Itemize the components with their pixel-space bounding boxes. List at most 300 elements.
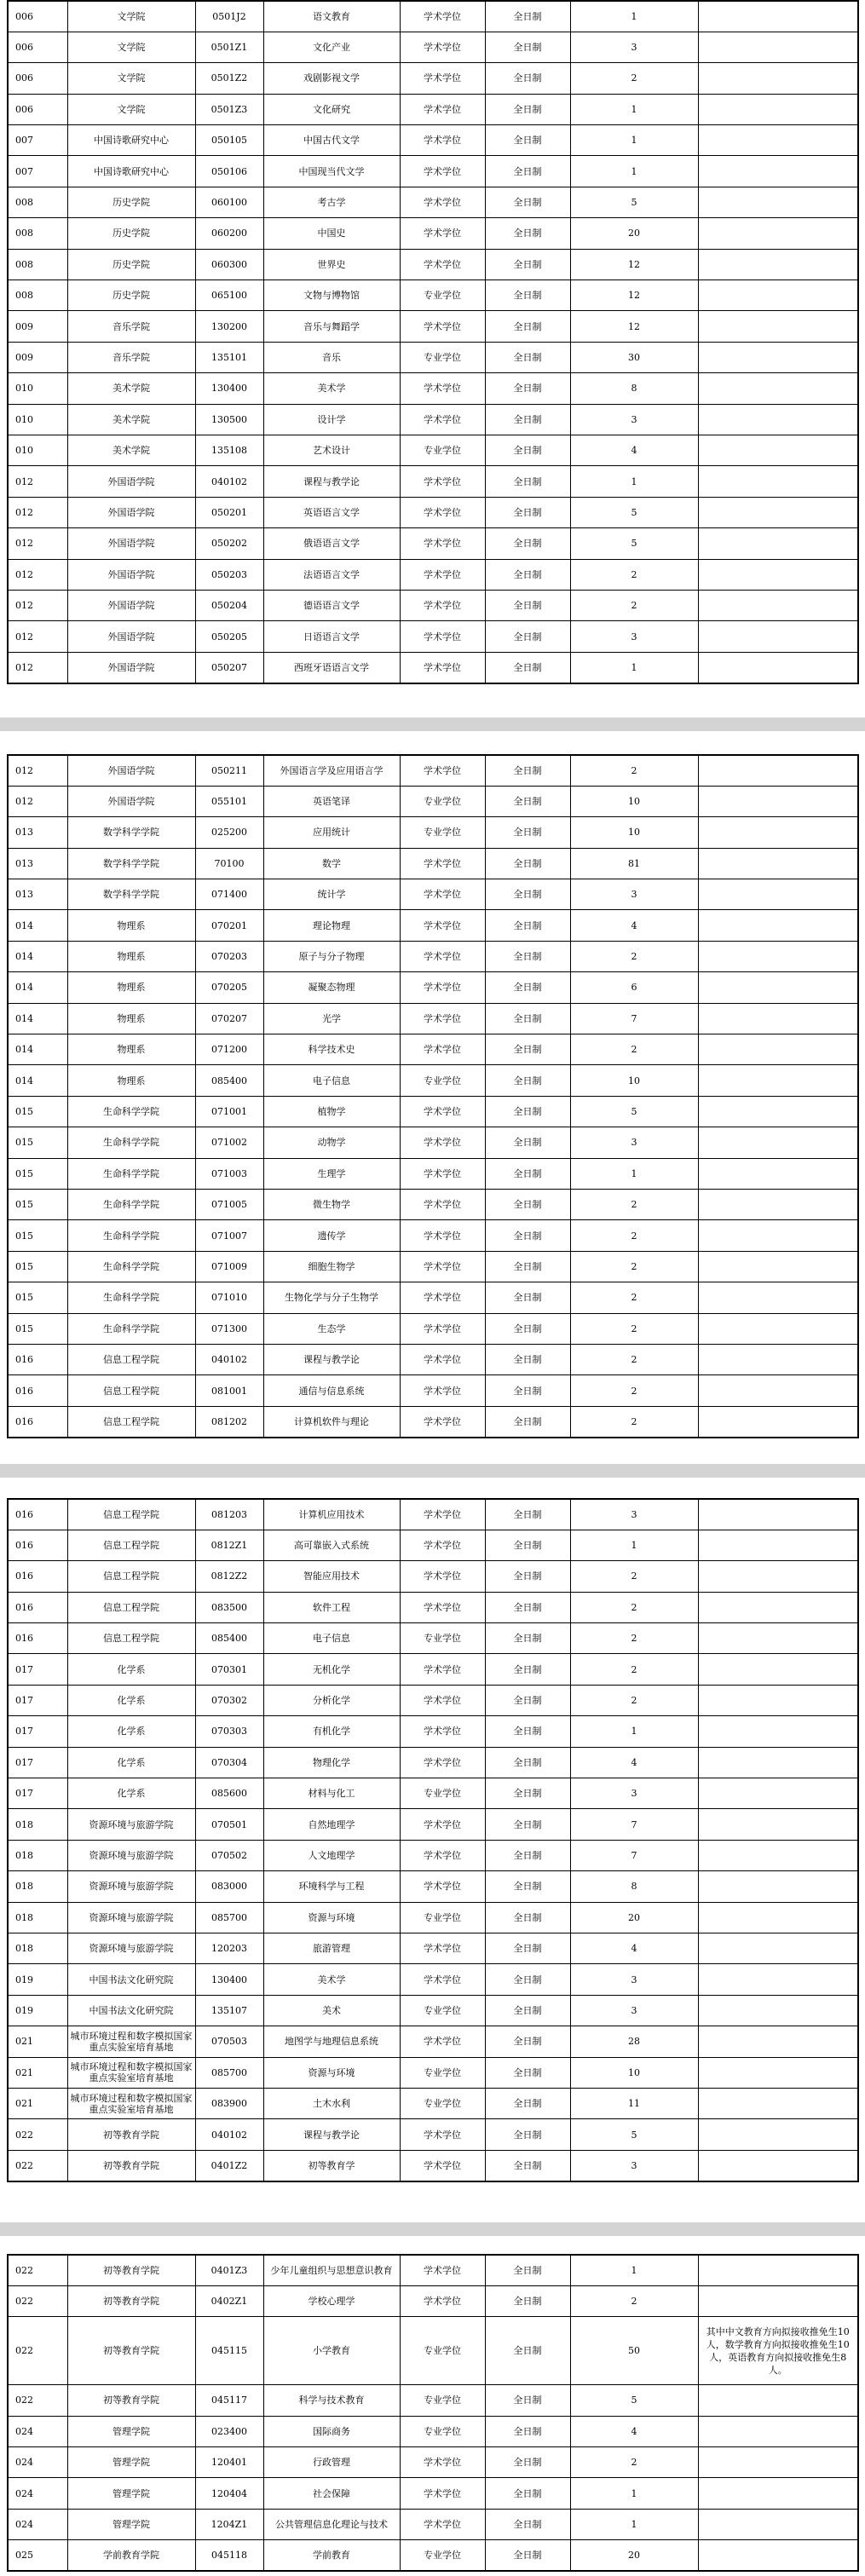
major-code-cell: 050204	[195, 590, 263, 620]
dept-name-cell: 历史学院	[67, 280, 195, 311]
major-name-cell: 材料与化工	[263, 1778, 400, 1809]
quota-cell: 3	[570, 32, 698, 62]
degree-type-cell: 学术学位	[400, 1096, 485, 1127]
quota-cell: 2	[570, 1251, 698, 1282]
degree-type-cell: 学术学位	[400, 1809, 485, 1840]
dept-code-cell: 024	[8, 2478, 67, 2509]
degree-type-cell: 学术学位	[400, 941, 485, 971]
dept-code-cell: 017	[8, 1778, 67, 1809]
dept-code-cell: 012	[8, 466, 67, 497]
dept-code-cell: 006	[8, 32, 67, 62]
dept-name-cell: 信息工程学院	[67, 1623, 195, 1654]
degree-type-cell: 学术学位	[400, 1716, 485, 1747]
dept-code-cell: 016	[8, 1344, 67, 1374]
table-row	[8, 1189, 858, 1219]
study-mode-cell: 全日制	[485, 817, 570, 848]
dept-name-cell: 化学系	[67, 1778, 195, 1809]
quota-cell: 11	[570, 2088, 698, 2118]
study-mode-cell: 全日制	[485, 2540, 570, 2571]
quota-cell: 20	[570, 1902, 698, 1933]
major-name-cell: 戏剧影视文学	[263, 63, 400, 94]
dept-code-cell: 016	[8, 1592, 67, 1622]
major-code-cell: 071007	[195, 1220, 263, 1251]
dept-name-cell: 历史学院	[67, 218, 195, 249]
study-mode-cell: 全日制	[485, 559, 570, 590]
table-row	[8, 817, 858, 848]
study-mode-cell: 全日制	[485, 404, 570, 435]
remark-cell	[698, 590, 858, 620]
degree-type-cell: 学术学位	[400, 1654, 485, 1685]
table-row	[8, 2478, 858, 2509]
major-code-cell: 083500	[195, 1592, 263, 1622]
study-mode-cell: 全日制	[485, 972, 570, 1003]
quota-cell: 5	[570, 528, 698, 559]
table-row	[8, 1034, 858, 1065]
major-code-cell: 023400	[195, 2416, 263, 2446]
dept-name-cell: 信息工程学院	[67, 1406, 195, 1437]
degree-type-cell: 专业学位	[400, 1902, 485, 1933]
study-mode-cell: 全日制	[485, 1220, 570, 1251]
degree-type-cell: 学术学位	[400, 879, 485, 910]
dept-code-cell: 022	[8, 2119, 67, 2150]
remark-cell	[698, 2255, 858, 2285]
major-name-cell: 科学与技术教育	[263, 2385, 400, 2416]
degree-type-cell: 学术学位	[400, 2478, 485, 2509]
major-code-cell: 070301	[195, 1654, 263, 1685]
dept-code-cell: 025	[8, 2540, 67, 2571]
major-code-cell: 071001	[195, 1096, 263, 1127]
major-name-cell: 音乐与舞蹈学	[263, 311, 400, 342]
major-name-cell: 生物化学与分子生物学	[263, 1282, 400, 1313]
remark-cell	[698, 1747, 858, 1778]
dept-code-cell: 022	[8, 2285, 67, 2316]
dept-code-cell: 014	[8, 972, 67, 1003]
table-row	[8, 187, 858, 217]
dept-code-cell: 024	[8, 2447, 67, 2478]
remark-cell	[698, 156, 858, 187]
remark-cell	[698, 32, 858, 62]
degree-type-cell: 学术学位	[400, 94, 485, 124]
table-row	[8, 2416, 858, 2446]
quota-cell: 2	[570, 1561, 698, 1592]
dept-code-cell: 012	[8, 497, 67, 527]
table-row	[8, 1809, 858, 1840]
major-code-cell: 050211	[195, 755, 263, 786]
remark-cell	[698, 910, 858, 941]
quota-cell: 1	[570, 125, 698, 156]
study-mode-cell: 全日制	[485, 2317, 570, 2385]
dept-name-cell: 美术学院	[67, 404, 195, 435]
remark-cell	[698, 1716, 858, 1747]
major-code-cell: 071002	[195, 1127, 263, 1158]
quota-cell: 3	[570, 1995, 698, 2026]
dept-code-cell: 006	[8, 94, 67, 124]
dept-code-cell: 006	[8, 1, 67, 32]
remark-cell	[698, 1034, 858, 1065]
major-code-cell: 070302	[195, 1685, 263, 1715]
remark-cell	[698, 941, 858, 971]
degree-type-cell: 学术学位	[400, 1871, 485, 1902]
table-row	[8, 848, 858, 879]
dept-code-cell: 021	[8, 2057, 67, 2088]
degree-type-cell: 学术学位	[400, 1840, 485, 1870]
remark-cell	[698, 497, 858, 527]
quota-cell: 1	[570, 652, 698, 683]
major-code-cell: 135108	[195, 435, 263, 465]
degree-type-cell: 学术学位	[400, 2119, 485, 2150]
table-row	[8, 1716, 858, 1747]
remark-cell	[698, 1592, 858, 1622]
study-mode-cell: 全日制	[485, 1778, 570, 1809]
table-row	[8, 1282, 858, 1313]
dept-name-cell: 历史学院	[67, 187, 195, 217]
study-mode-cell: 全日制	[485, 1406, 570, 1437]
dept-code-cell: 018	[8, 1840, 67, 1870]
dept-code-cell: 015	[8, 1313, 67, 1344]
major-code-cell: 070501	[195, 1809, 263, 1840]
quota-cell: 2	[570, 1344, 698, 1374]
major-name-cell: 理论物理	[263, 910, 400, 941]
dept-name-cell: 信息工程学院	[67, 1561, 195, 1592]
major-name-cell: 世界史	[263, 249, 400, 279]
major-code-cell: 070503	[195, 2026, 263, 2057]
remark-cell	[698, 1778, 858, 1809]
dept-code-cell: 016	[8, 1499, 67, 1530]
remark-cell	[698, 311, 858, 342]
degree-type-cell: 学术学位	[400, 1251, 485, 1282]
major-name-cell: 计算机应用技术	[263, 1499, 400, 1530]
major-name-cell: 语文教育	[263, 1, 400, 32]
major-name-cell: 德语语言文学	[263, 590, 400, 620]
table-row	[8, 1344, 858, 1374]
dept-name-cell: 外国语学院	[67, 590, 195, 620]
remark-cell	[698, 1065, 858, 1096]
study-mode-cell: 全日制	[485, 156, 570, 187]
major-code-cell: 135101	[195, 342, 263, 372]
degree-type-cell: 专业学位	[400, 1995, 485, 2026]
quota-cell: 7	[570, 1809, 698, 1840]
dept-code-cell: 022	[8, 2150, 67, 2181]
dept-name-cell: 物理系	[67, 1003, 195, 1034]
major-code-cell: 050201	[195, 497, 263, 527]
quota-cell: 10	[570, 1065, 698, 1096]
table-row	[8, 2540, 858, 2571]
dept-name-cell: 学前教育学院	[67, 2540, 195, 2571]
table-row	[8, 466, 858, 497]
degree-type-cell: 专业学位	[400, 435, 485, 465]
major-code-cell: 070203	[195, 941, 263, 971]
study-mode-cell: 全日制	[485, 280, 570, 311]
page-divider-1	[0, 717, 865, 731]
degree-type-cell: 专业学位	[400, 817, 485, 848]
major-code-cell: 050203	[195, 559, 263, 590]
degree-type-cell: 学术学位	[400, 1, 485, 32]
table-row	[8, 1964, 858, 1995]
major-code-cell: 120203	[195, 1933, 263, 1963]
study-mode-cell: 全日制	[485, 1716, 570, 1747]
study-mode-cell: 全日制	[485, 1065, 570, 1096]
remark-cell	[698, 2478, 858, 2509]
major-code-cell: 081202	[195, 1406, 263, 1437]
dept-code-cell: 008	[8, 249, 67, 279]
major-name-cell: 旅游管理	[263, 1933, 400, 1963]
table-row	[8, 2447, 858, 2478]
dept-code-cell: 016	[8, 1530, 67, 1560]
remark-cell	[698, 2057, 858, 2088]
table-row	[8, 32, 858, 62]
dept-name-cell: 外国语学院	[67, 755, 195, 786]
table-row	[8, 2088, 858, 2118]
dept-code-cell: 010	[8, 435, 67, 465]
major-code-cell: 070303	[195, 1716, 263, 1747]
dept-code-cell: 015	[8, 1220, 67, 1251]
quota-cell: 3	[570, 404, 698, 435]
remark-cell	[698, 435, 858, 465]
remark-cell	[698, 466, 858, 497]
table-row	[8, 590, 858, 620]
major-name-cell: 文化研究	[263, 94, 400, 124]
table-row	[8, 280, 858, 311]
major-code-cell: 0812Z1	[195, 1530, 263, 1560]
study-mode-cell: 全日制	[485, 755, 570, 786]
dept-code-cell: 014	[8, 1003, 67, 1034]
dept-name-cell: 资源环境与旅游学院	[67, 1809, 195, 1840]
major-code-cell: 060200	[195, 218, 263, 249]
major-code-cell: 085400	[195, 1623, 263, 1654]
major-name-cell: 法语语言文学	[263, 559, 400, 590]
degree-type-cell: 学术学位	[400, 187, 485, 217]
dept-name-cell: 管理学院	[67, 2478, 195, 2509]
major-code-cell: 135107	[195, 1995, 263, 2026]
study-mode-cell: 全日制	[485, 32, 570, 62]
table-row	[8, 621, 858, 652]
dept-code-cell: 016	[8, 1406, 67, 1437]
remark-cell	[698, 1654, 858, 1685]
major-code-cell: 0812Z2	[195, 1561, 263, 1592]
table-row	[8, 1592, 858, 1622]
major-name-cell: 课程与教学论	[263, 2119, 400, 2150]
study-mode-cell: 全日制	[485, 2150, 570, 2181]
degree-type-cell: 专业学位	[400, 342, 485, 372]
dept-code-cell: 006	[8, 63, 67, 94]
table-row	[8, 218, 858, 249]
quota-cell: 2	[570, 1282, 698, 1313]
major-code-cell: 081203	[195, 1499, 263, 1530]
dept-name-cell: 信息工程学院	[67, 1530, 195, 1560]
remark-cell	[698, 2509, 858, 2539]
table-row	[8, 497, 858, 527]
study-mode-cell: 全日制	[485, 1003, 570, 1034]
degree-type-cell: 学术学位	[400, 218, 485, 249]
major-code-cell: 0501J2	[195, 1, 263, 32]
table-row	[8, 1778, 858, 1809]
major-code-cell: 071003	[195, 1158, 263, 1189]
quota-cell: 8	[570, 373, 698, 404]
degree-type-cell: 专业学位	[400, 2057, 485, 2088]
quota-cell: 1	[570, 2478, 698, 2509]
dept-name-cell: 初等教育学院	[67, 2119, 195, 2150]
remark-cell	[698, 1127, 858, 1158]
degree-type-cell: 学术学位	[400, 559, 485, 590]
study-mode-cell: 全日制	[485, 1964, 570, 1995]
study-mode-cell: 全日制	[485, 528, 570, 559]
remark-cell	[698, 755, 858, 786]
remark-cell	[698, 1003, 858, 1034]
dept-code-cell: 015	[8, 1127, 67, 1158]
remark-cell	[698, 1158, 858, 1189]
major-code-cell: 083000	[195, 1871, 263, 1902]
major-code-cell: 071005	[195, 1189, 263, 1219]
degree-type-cell: 学术学位	[400, 466, 485, 497]
major-code-cell: 040102	[195, 1344, 263, 1374]
quota-cell: 2	[570, 63, 698, 94]
major-name-cell: 物理化学	[263, 1747, 400, 1778]
remark-cell	[698, 187, 858, 217]
major-name-cell: 课程与教学论	[263, 1344, 400, 1374]
major-name-cell: 凝聚态物理	[263, 972, 400, 1003]
table-row	[8, 2150, 858, 2181]
remark-cell	[698, 1964, 858, 1995]
degree-type-cell: 学术学位	[400, 249, 485, 279]
quota-cell: 2	[570, 1034, 698, 1065]
dept-name-cell: 化学系	[67, 1747, 195, 1778]
quota-cell: 7	[570, 1003, 698, 1034]
study-mode-cell: 全日制	[485, 187, 570, 217]
quota-cell: 1	[570, 2509, 698, 2539]
study-mode-cell: 全日制	[485, 621, 570, 652]
quota-cell: 2	[570, 590, 698, 620]
quota-cell: 1	[570, 1530, 698, 1560]
dept-name-cell: 信息工程学院	[67, 1375, 195, 1406]
major-name-cell: 应用统计	[263, 817, 400, 848]
dept-code-cell: 017	[8, 1747, 67, 1778]
table-row	[8, 1499, 858, 1530]
dept-name-cell: 化学系	[67, 1654, 195, 1685]
dept-code-cell: 012	[8, 559, 67, 590]
dept-name-cell: 管理学院	[67, 2416, 195, 2446]
dept-code-cell: 014	[8, 910, 67, 941]
study-mode-cell: 全日制	[485, 94, 570, 124]
table-row	[8, 652, 858, 683]
quota-cell: 3	[570, 2150, 698, 2181]
quota-cell: 10	[570, 786, 698, 816]
major-name-cell: 西班牙语语言文学	[263, 652, 400, 683]
table-row	[8, 2285, 858, 2316]
table-row	[8, 1375, 858, 1406]
degree-type-cell: 学术学位	[400, 590, 485, 620]
major-code-cell: 050205	[195, 621, 263, 652]
dept-code-cell: 012	[8, 621, 67, 652]
dept-code-cell: 008	[8, 218, 67, 249]
major-code-cell: 0402Z1	[195, 2285, 263, 2316]
major-name-cell: 俄语语言文学	[263, 528, 400, 559]
dept-code-cell: 013	[8, 817, 67, 848]
major-name-cell: 英语语言文学	[263, 497, 400, 527]
dept-code-cell: 012	[8, 755, 67, 786]
major-name-cell: 原子与分子物理	[263, 941, 400, 971]
table-row	[8, 528, 858, 559]
major-name-cell: 电子信息	[263, 1065, 400, 1096]
major-name-cell: 通信与信息系统	[263, 1375, 400, 1406]
major-code-cell: 070201	[195, 910, 263, 941]
dept-code-cell: 018	[8, 1809, 67, 1840]
major-code-cell: 055101	[195, 786, 263, 816]
remark-cell	[698, 1406, 858, 1437]
quota-cell: 10	[570, 817, 698, 848]
major-code-cell: 071400	[195, 879, 263, 910]
study-mode-cell: 全日制	[485, 1251, 570, 1282]
quota-cell: 2	[570, 2447, 698, 2478]
major-code-cell: 081001	[195, 1375, 263, 1406]
study-mode-cell: 全日制	[485, 1685, 570, 1715]
dept-name-cell: 物理系	[67, 972, 195, 1003]
remark-cell	[698, 218, 858, 249]
dept-name-cell: 外国语学院	[67, 497, 195, 527]
remark-cell	[698, 2026, 858, 2057]
dept-code-cell: 016	[8, 1623, 67, 1654]
dept-code-cell: 009	[8, 311, 67, 342]
major-code-cell: 085700	[195, 1902, 263, 1933]
dept-name-cell: 化学系	[67, 1716, 195, 1747]
dept-name-cell: 外国语学院	[67, 466, 195, 497]
degree-type-cell: 学术学位	[400, 2447, 485, 2478]
major-code-cell: 071200	[195, 1034, 263, 1065]
table-row	[8, 249, 858, 279]
table-row	[8, 311, 858, 342]
dept-code-cell: 017	[8, 1654, 67, 1685]
study-mode-cell: 全日制	[485, 2119, 570, 2150]
dept-code-cell: 018	[8, 1871, 67, 1902]
major-name-cell: 高可靠嵌入式系统	[263, 1530, 400, 1560]
table-row	[8, 1840, 858, 1870]
table-row	[8, 2026, 858, 2057]
dept-code-cell: 014	[8, 1034, 67, 1065]
dept-code-cell: 015	[8, 1282, 67, 1313]
quota-cell: 10	[570, 2057, 698, 2088]
study-mode-cell: 全日制	[485, 1127, 570, 1158]
dept-code-cell: 008	[8, 280, 67, 311]
major-name-cell: 文化产业	[263, 32, 400, 62]
degree-type-cell: 学术学位	[400, 1530, 485, 1560]
dept-name-cell: 数学科学学院	[67, 817, 195, 848]
dept-code-cell: 012	[8, 590, 67, 620]
study-mode-cell: 全日制	[485, 435, 570, 465]
dept-code-cell: 015	[8, 1189, 67, 1219]
table-row	[8, 1406, 858, 1437]
major-name-cell: 外国语言学及应用语言学	[263, 755, 400, 786]
dept-code-cell: 019	[8, 1964, 67, 1995]
degree-type-cell: 学术学位	[400, 373, 485, 404]
dept-name-cell: 城市环境过程和数字模拟国家重点实验室培育基地	[67, 2088, 195, 2118]
remark-cell	[698, 652, 858, 683]
degree-type-cell: 学术学位	[400, 2285, 485, 2316]
remark-cell	[698, 2385, 858, 2416]
dept-name-cell: 生命科学学院	[67, 1189, 195, 1219]
degree-type-cell: 学术学位	[400, 2150, 485, 2181]
remark-cell	[698, 1561, 858, 1592]
study-mode-cell: 全日制	[485, 1096, 570, 1127]
table-row	[8, 2385, 858, 2416]
remark-cell	[698, 280, 858, 311]
major-code-cell: 120404	[195, 2478, 263, 2509]
quota-cell: 4	[570, 1933, 698, 1963]
quota-cell: 2	[570, 1220, 698, 1251]
table-row	[8, 1561, 858, 1592]
major-name-cell: 有机化学	[263, 1716, 400, 1747]
dept-name-cell: 文学院	[67, 1, 195, 32]
quota-cell: 6	[570, 972, 698, 1003]
major-code-cell: 040102	[195, 2119, 263, 2150]
